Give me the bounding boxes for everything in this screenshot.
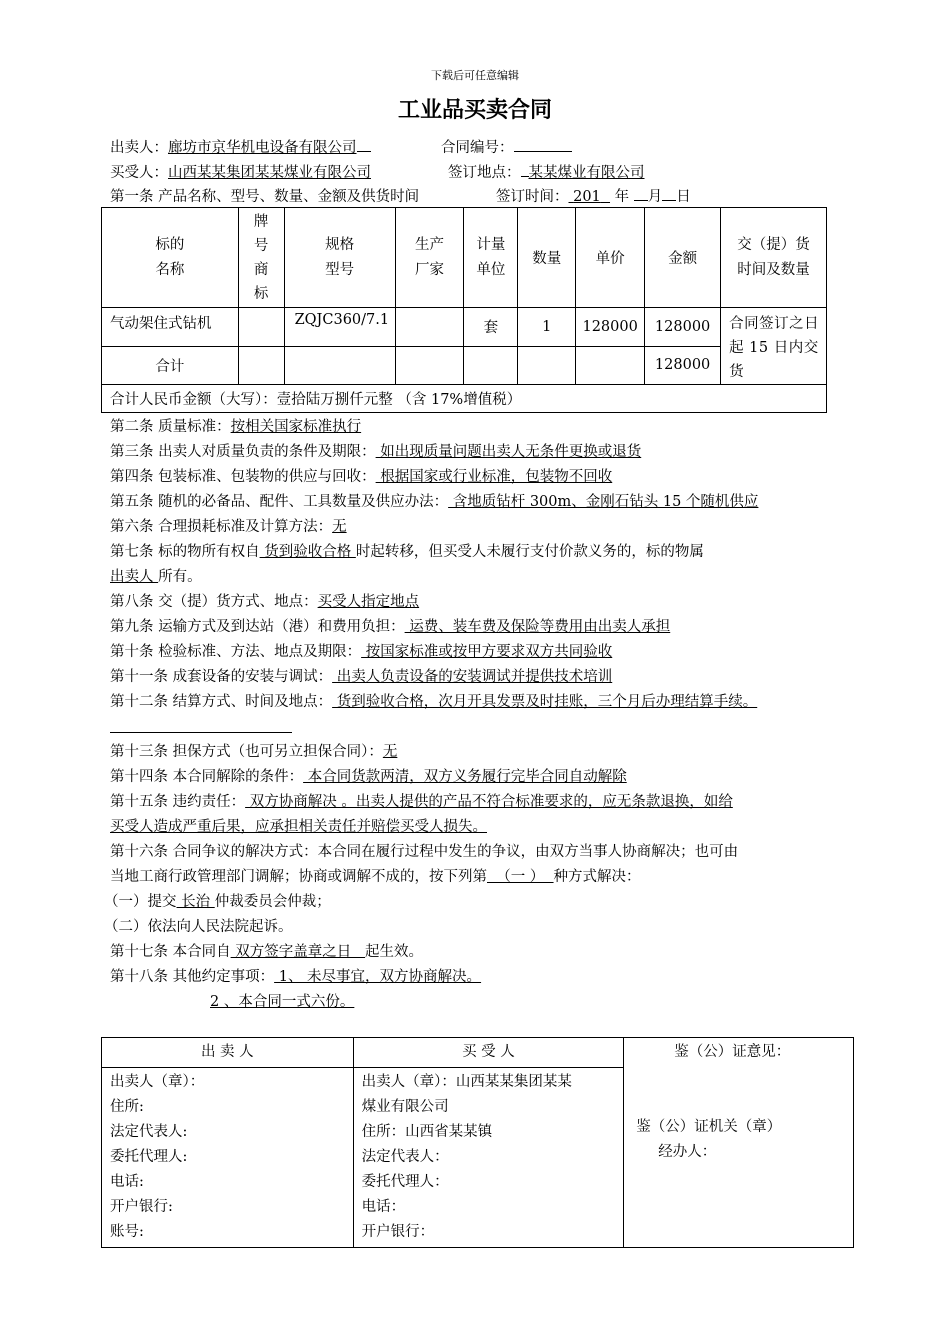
cell-amount: 128000 — [645, 308, 721, 347]
seller-account: 账号: — [110, 1224, 144, 1240]
header-price: 单价 — [576, 208, 645, 308]
total-row — [102, 346, 827, 385]
sign-year — [569, 189, 611, 205]
signature-table — [101, 1037, 854, 1248]
seller-label: 出卖人： — [110, 140, 168, 156]
empty-cell — [395, 346, 464, 385]
cell-name: 气动架住式钻机 — [102, 308, 239, 347]
seller-bank: 开户银行: — [110, 1199, 173, 1215]
seller-block — [102, 1068, 354, 1248]
buyer-phone: 电话： — [361, 1199, 406, 1215]
cell-maker — [395, 308, 464, 347]
seller-head: 出 卖 人 — [102, 1038, 354, 1068]
document-title: 工业品买卖合同 — [397, 97, 552, 123]
buyer-line — [110, 161, 371, 182]
article-6: 第六条 合理损耗标准及计算方法：无 — [110, 519, 347, 535]
notary-org: 鉴（公）证机关（章） — [636, 1119, 782, 1135]
article-7: 第七条 标的物所有权自 货到验收合格 时起转移，但买受人未履行支付价款义务的，标的物属 — [110, 544, 704, 560]
place-pad — [521, 162, 529, 177]
month-char: 月 — [647, 189, 663, 205]
buyer-seal: 出卖人（章）：山西某某集团某某 — [361, 1074, 572, 1090]
buyer-address: 住所：山西省某某镇 — [361, 1124, 493, 1140]
empty-cell — [284, 346, 395, 385]
header-name: 标的 名称 — [102, 208, 239, 308]
empty-cell — [518, 346, 576, 385]
seller-rep: 法定代表人: — [110, 1124, 188, 1140]
sign-year-value: 201 — [573, 189, 601, 205]
total-amount: 128000 — [645, 346, 721, 385]
buyer-bank: 开户银行： — [361, 1224, 435, 1240]
notary-spacer — [674, 1065, 853, 1115]
article-10: 第十条 检验标准、方法、地点及期限： 按国家标准或按甲方要求双方共同验收 — [110, 644, 613, 660]
header-brand: 牌 号 商 标 — [238, 208, 284, 308]
article-18: 第十八条 其他约定事项： 1、 未尽事宜，双方协商解决。 — [110, 969, 482, 985]
sign-place-value: 某某煤业有限公司 — [528, 165, 645, 181]
cell-qty: 1 — [518, 308, 576, 347]
empty-cell — [238, 346, 284, 385]
header-maker: 生产 厂家 — [395, 208, 464, 308]
sign-time-label: 签订时间： — [496, 189, 569, 205]
day-field[interactable] — [662, 186, 676, 201]
total-label: 合计 — [102, 346, 239, 385]
article-16-cont: 当地工商行政管理部门调解；协商或调解不成的，按下列第 （一 ） 种方式解决： — [110, 869, 641, 885]
signature-head-row — [102, 1038, 854, 1068]
contract-no-field[interactable] — [514, 137, 572, 152]
article-9: 第九条 运输方式及到达站（港）和费用负担： 运费、装车费及保险等费用由出卖人承担 — [110, 619, 671, 635]
article-2: 第二条 质量标准：按相关国家标准执行 — [110, 419, 362, 435]
header-delivery: 交（提）货 时间及数量 — [721, 208, 827, 308]
option-2: （二）依法向人民法院起诉。 — [104, 919, 293, 935]
article-8: 第八条 交（提）货方式、地点：买受人指定地点 — [110, 594, 420, 610]
option-1: （一）提交 长治 仲裁委员会仲裁； — [104, 894, 331, 910]
contract-no-label: 合同编号： — [441, 140, 514, 156]
empty-cell — [464, 346, 518, 385]
article-11: 第十一条 成套设备的安装与调试： 出卖人负责设备的安装调试并提供技术培训 — [110, 669, 613, 685]
seller-agent: 委托代理人: — [110, 1149, 188, 1165]
header-model: 规格 型号 — [284, 208, 395, 308]
empty-cell — [576, 346, 645, 385]
buyer-seal-cont: 煤业有限公司 — [361, 1099, 449, 1115]
cell-delivery: 合同签订之日起 15 日内交货 — [721, 308, 827, 385]
article-1-heading: 第一条 产品名称、型号、数量、金额及供货时间 — [110, 189, 420, 205]
cell-brand — [238, 308, 284, 347]
top-note: 下载后可任意编辑 — [431, 69, 519, 82]
article-15-cont: 买受人造成严重后果，应承担相关责任并赔偿买受人损失。 — [110, 819, 487, 835]
buyer-agent: 委托代理人： — [361, 1174, 449, 1190]
article-12: 第十二条 结算方式、时间及地点： 货到验收合格，次月开具发票及时挂账，三个月后办理结算手续。 — [110, 694, 758, 710]
sign-place — [448, 161, 645, 182]
rmb-total: 合计人民币金额（大写）：壹拾陆万捌仟元整 （含 17%增值税） — [102, 385, 827, 413]
cell-unit: 套 — [464, 308, 518, 347]
article-17: 第十七条 本合同自 双方签字盖章之日 起生效。 — [110, 944, 424, 960]
table-header-row — [102, 208, 827, 308]
sign-place-label: 签订地点： — [448, 165, 521, 181]
header-amount: 金额 — [645, 208, 721, 308]
article-15: 第十五条 违约责任： 双方协商解决 。出卖人提供的产品不符合标准要求的，应无条款退换，如给 — [110, 794, 733, 810]
year-char: 年 — [614, 189, 630, 205]
buyer-value: 山西某某集团某某煤业有限公司 — [168, 165, 371, 181]
notary-head: 鉴（公）证意见： — [674, 1044, 791, 1060]
buyer-rep: 法定代表人： — [361, 1149, 449, 1165]
seller-line — [110, 136, 371, 157]
seller-value: 廊坊市京华机电设备有限公司 — [168, 140, 357, 156]
table-row — [102, 308, 827, 347]
sign-time — [496, 185, 691, 206]
article-18-cont: 2 、本合同一式六份。 — [210, 994, 355, 1010]
buyer-block — [353, 1068, 624, 1248]
contract-no — [441, 136, 572, 157]
article-16: 第十六条 合同争议的解决方式：本合同在履行过程中发生的争议，由双方当事人协商解决；也可由 — [110, 844, 739, 860]
article-12-underline — [110, 732, 292, 733]
article-3: 第三条 出卖人对质量负责的条件及期限： 如出现质量问题出卖人无条件更换或退货 — [110, 444, 642, 460]
article-14: 第十四条 本合同解除的条件： 本合同货款两清，双方义务履行完毕合同自动解除 — [110, 769, 627, 785]
article-5: 第五条 随机的必备品、配件、工具数量及供应办法： 含地质钻杆 300m、金刚石钻头 15 个随机供应 — [110, 494, 759, 510]
seller-underline — [357, 137, 371, 152]
product-table — [101, 207, 827, 413]
header-qty: 数量 — [518, 208, 576, 308]
cell-model: ZQJC360/7.1 — [284, 308, 395, 347]
cell-price: 128000 — [576, 308, 645, 347]
seller-address: 住所: — [110, 1099, 144, 1115]
article-4: 第四条 包装标准、包装物的供应与回收： 根据国家或行业标准，包装物不回收 — [110, 469, 613, 485]
notary-agent: 经办人： — [658, 1144, 717, 1160]
seller-seal: 出卖人（章）： — [110, 1074, 205, 1090]
article-7-cont: 出卖人 所有。 — [110, 569, 202, 585]
buyer-head: 买 受 人 — [353, 1038, 624, 1068]
article-13: 第十三条 担保方式（也可另立担保合同）：无 — [110, 744, 398, 760]
header-unit: 计量 单位 — [464, 208, 518, 308]
month-field[interactable] — [634, 186, 648, 201]
seller-phone: 电话: — [110, 1174, 144, 1190]
rmb-total-row — [102, 385, 827, 413]
buyer-label: 买受人： — [110, 165, 168, 181]
notary-cell — [624, 1038, 854, 1248]
day-char: 日 — [676, 189, 691, 205]
